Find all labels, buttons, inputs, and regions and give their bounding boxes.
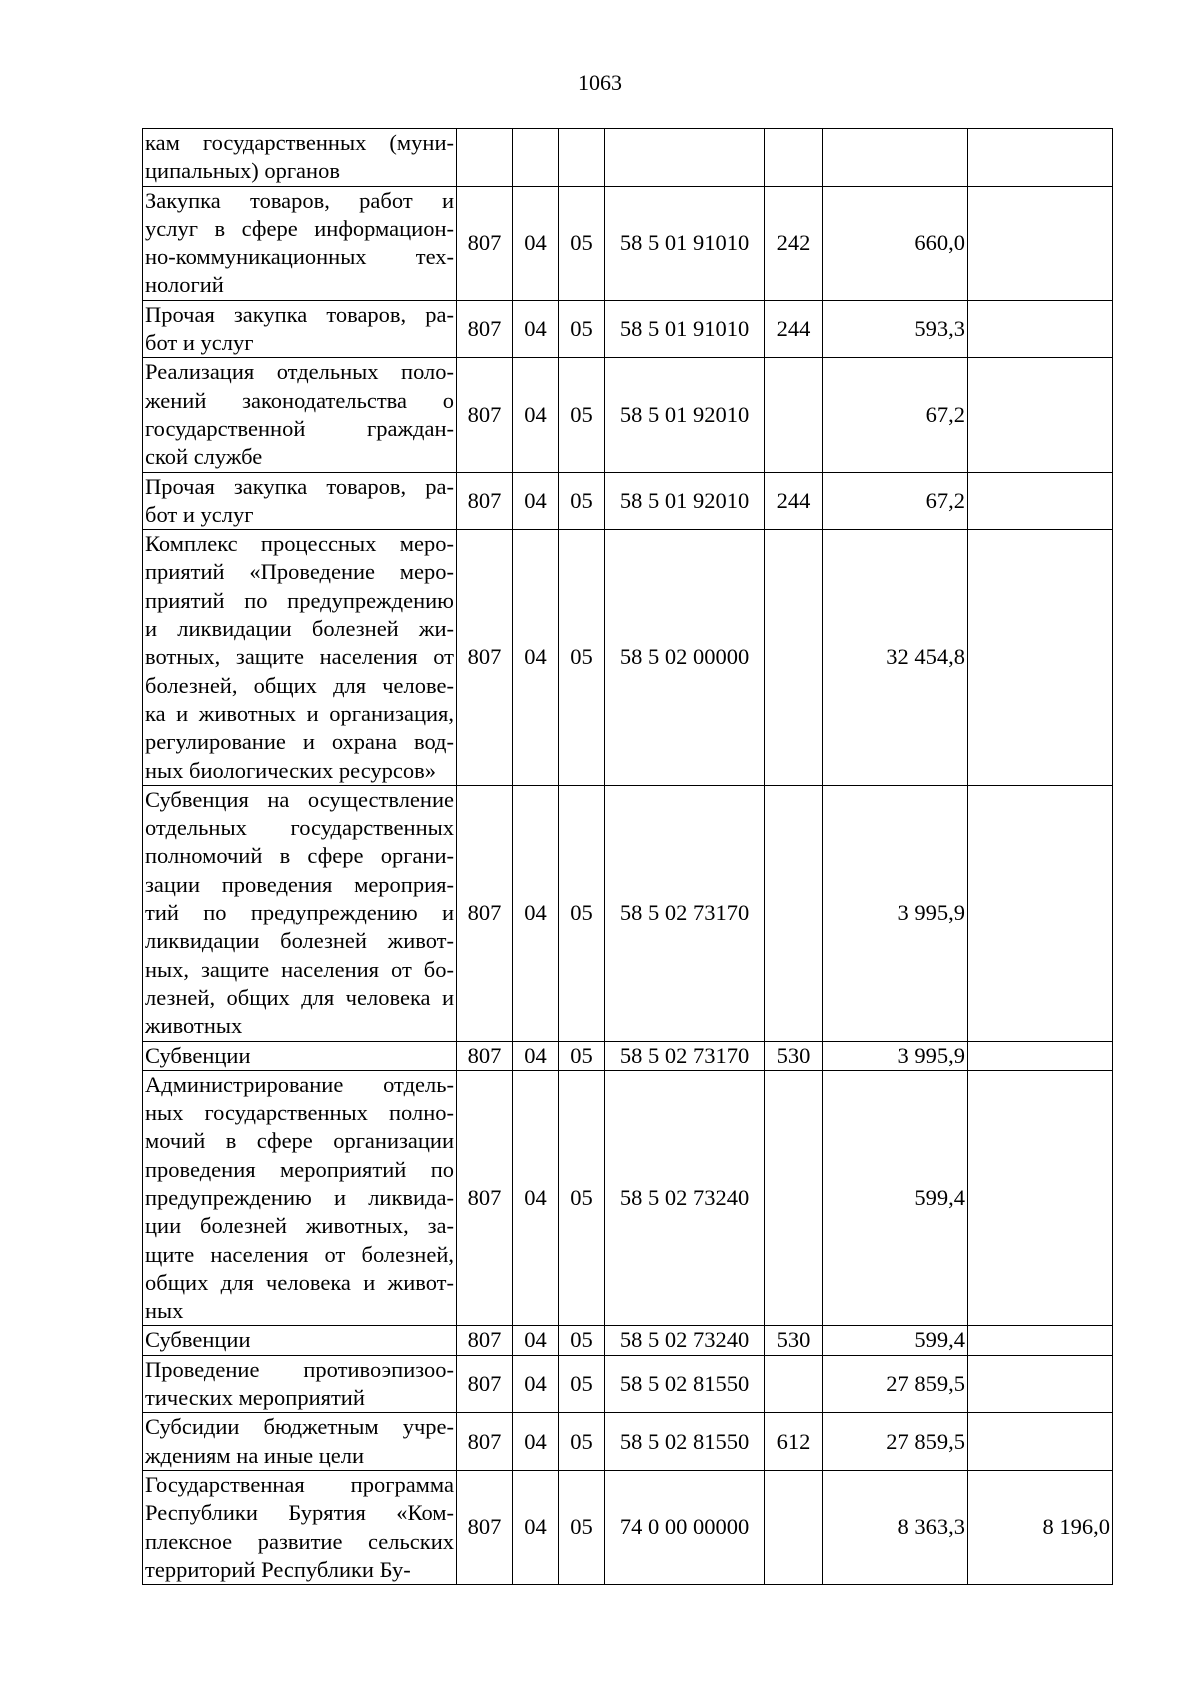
- amount-year2-cell: [968, 785, 1113, 1041]
- description-line: бот и услуг: [145, 501, 254, 527]
- description-line: болезней, общих для челове-: [145, 672, 454, 698]
- amount-year1-cell: 32 454,8: [823, 530, 968, 786]
- amount-year2-cell: 8 196,0: [968, 1470, 1113, 1584]
- expense-type-cell: 530: [765, 1041, 823, 1070]
- section-code-cell: 04: [513, 186, 559, 300]
- amount-year1-cell: 3 995,9: [823, 785, 968, 1041]
- gr-code-cell: 807: [457, 1355, 513, 1413]
- gr-code-cell: 807: [457, 300, 513, 358]
- description-line: Государственная программа: [145, 1471, 454, 1497]
- page-number: 1063: [578, 70, 622, 95]
- target-article-cell: [605, 129, 765, 187]
- gr-code-cell: 807: [457, 358, 513, 472]
- gr-code-cell: 807: [457, 186, 513, 300]
- subsection-code-cell: 05: [559, 1041, 605, 1070]
- subsection-code-cell: 05: [559, 530, 605, 786]
- description-line: предупреждению и ликвида-: [145, 1184, 454, 1210]
- expense-type-cell: [765, 1355, 823, 1413]
- amount-year1-cell: 3 995,9: [823, 1041, 968, 1070]
- amount-year1-cell: 27 859,5: [823, 1355, 968, 1413]
- table-row: [143, 186, 1113, 300]
- description-line: ка и животных и организация,: [145, 700, 454, 726]
- table-row: [143, 129, 1113, 187]
- amount-year2-cell: [968, 358, 1113, 472]
- description-line: и ликвидации болезней жи-: [145, 616, 454, 642]
- description-line: вотных, защите населения от: [145, 644, 454, 670]
- description-cell: [143, 785, 457, 1041]
- table-row: [143, 1070, 1113, 1326]
- subsection-code-cell: 05: [559, 472, 605, 530]
- description-line: ликвидации болезней живот-: [145, 928, 454, 954]
- section-code-cell: 04: [513, 1413, 559, 1471]
- table-row: [143, 785, 1113, 1041]
- target-article-cell: 58 5 02 81550: [605, 1355, 765, 1413]
- table-row: [143, 1326, 1113, 1355]
- description-line: мочий в сфере организации: [145, 1128, 454, 1154]
- description-line: проведения мероприятий по: [145, 1156, 454, 1182]
- target-article-cell: 58 5 02 81550: [605, 1413, 765, 1471]
- expense-type-cell: 612: [765, 1413, 823, 1471]
- section-code-cell: 04: [513, 530, 559, 786]
- description-line: Реализация отдельных поло-: [145, 359, 454, 385]
- subsection-code-cell: [559, 129, 605, 187]
- expense-type-cell: [765, 129, 823, 187]
- description-cell: [143, 300, 457, 358]
- subsection-code-cell: 05: [559, 186, 605, 300]
- target-article-cell: 58 5 01 91010: [605, 186, 765, 300]
- description-line: ных: [145, 1298, 184, 1324]
- subsection-code-cell: 05: [559, 785, 605, 1041]
- description-line: приятий по предупреждению: [145, 587, 454, 613]
- description-line: Прочая закупка товаров, ра-: [145, 301, 454, 327]
- description-cell: [143, 358, 457, 472]
- description-line: общих для человека и живот-: [145, 1269, 454, 1295]
- gr-code-cell: 807: [457, 785, 513, 1041]
- description-line: Субвенции: [145, 1327, 251, 1353]
- expense-type-cell: [765, 785, 823, 1041]
- section-code-cell: 04: [513, 358, 559, 472]
- description-line: жений законодательства о: [145, 387, 454, 413]
- amount-year1-cell: 599,4: [823, 1326, 968, 1355]
- amount-year1-cell: [823, 129, 968, 187]
- description-line: ждениям на иные цели: [145, 1442, 365, 1468]
- description-line: бот и услуг: [145, 330, 254, 356]
- target-article-cell: 58 5 01 92010: [605, 472, 765, 530]
- expense-type-cell: 244: [765, 300, 823, 358]
- description-line: Прочая закупка товаров, ра-: [145, 473, 454, 499]
- description-line: ципальных) органов: [145, 158, 340, 184]
- description-cell: [143, 186, 457, 300]
- description-line: Субвенции: [145, 1042, 251, 1068]
- description-line: Республики Бурятия «Ком-: [145, 1500, 454, 1526]
- expense-type-cell: 530: [765, 1326, 823, 1355]
- amount-year2-cell: [968, 1070, 1113, 1326]
- subsection-code-cell: 05: [559, 1355, 605, 1413]
- section-code-cell: 04: [513, 1041, 559, 1070]
- description-line: ных, защите населения от бо-: [145, 956, 454, 982]
- section-code-cell: 04: [513, 1355, 559, 1413]
- description-line: регулирование и охрана вод-: [145, 729, 454, 755]
- section-code-cell: [513, 129, 559, 187]
- gr-code-cell: 807: [457, 530, 513, 786]
- description-line: ской службе: [145, 444, 263, 470]
- amount-year2-cell: [968, 186, 1113, 300]
- description-line: Закупка товаров, работ и: [145, 187, 454, 213]
- description-cell: [143, 1355, 457, 1413]
- description-line: Администрирование отдель-: [145, 1071, 454, 1097]
- table-row: [143, 1470, 1113, 1584]
- description-line: отдельных государственных: [145, 815, 454, 841]
- section-code-cell: 04: [513, 300, 559, 358]
- description-line: тий по предупреждению и: [145, 900, 454, 926]
- table-row: [143, 358, 1113, 472]
- description-line: ных биологических ресурсов»: [145, 757, 437, 783]
- table-row: [143, 1355, 1113, 1413]
- description-cell: [143, 129, 457, 187]
- amount-year2-cell: [968, 1041, 1113, 1070]
- amount-year2-cell: [968, 1326, 1113, 1355]
- description-cell: [143, 1070, 457, 1326]
- amount-year1-cell: 8 363,3: [823, 1470, 968, 1584]
- description-line: щите населения от болезней,: [145, 1241, 454, 1267]
- amount-year1-cell: 27 859,5: [823, 1413, 968, 1471]
- expense-type-cell: [765, 358, 823, 472]
- gr-code-cell: 807: [457, 1041, 513, 1070]
- description-line: тических мероприятий: [145, 1385, 365, 1411]
- subsection-code-cell: 05: [559, 1326, 605, 1355]
- target-article-cell: 58 5 02 73170: [605, 785, 765, 1041]
- description-line: полномочий в сфере органи-: [145, 843, 454, 869]
- budget-table: [142, 128, 1113, 1585]
- subsection-code-cell: 05: [559, 1470, 605, 1584]
- amount-year1-cell: 67,2: [823, 358, 968, 472]
- target-article-cell: 58 5 02 73240: [605, 1326, 765, 1355]
- description-line: Субвенция на осуществление: [145, 786, 454, 812]
- description-line: кам государственных (муни-: [145, 130, 454, 155]
- description-line: услуг в сфере информацион-: [145, 215, 454, 241]
- description-cell: [143, 1326, 457, 1355]
- expense-type-cell: [765, 1470, 823, 1584]
- description-line: государственной граждан-: [145, 415, 454, 441]
- expense-type-cell: 244: [765, 472, 823, 530]
- description-line: зации проведения мероприя-: [145, 871, 454, 897]
- section-code-cell: 04: [513, 472, 559, 530]
- gr-code-cell: 807: [457, 472, 513, 530]
- amount-year2-cell: [968, 472, 1113, 530]
- description-line: Субсидии бюджетным учре-: [145, 1414, 454, 1440]
- subsection-code-cell: 05: [559, 358, 605, 472]
- description-cell: [143, 1470, 457, 1584]
- table-body: [143, 129, 1113, 1585]
- description-line: ных государственных полно-: [145, 1100, 454, 1126]
- amount-year2-cell: [968, 1355, 1113, 1413]
- gr-code-cell: [457, 129, 513, 187]
- table-row: [143, 472, 1113, 530]
- target-article-cell: 58 5 02 73170: [605, 1041, 765, 1070]
- description-line: территорий Республики Бу-: [145, 1556, 411, 1582]
- amount-year2-cell: [968, 300, 1113, 358]
- amount-year1-cell: 660,0: [823, 186, 968, 300]
- description-cell: [143, 530, 457, 786]
- description-line: нологий: [145, 272, 224, 298]
- description-line: животных: [145, 1013, 243, 1039]
- table-row: [143, 300, 1113, 358]
- section-code-cell: 04: [513, 1470, 559, 1584]
- gr-code-cell: 807: [457, 1470, 513, 1584]
- description-line: Комплекс процессных меро-: [145, 531, 454, 557]
- amount-year2-cell: [968, 129, 1113, 187]
- gr-code-cell: 807: [457, 1413, 513, 1471]
- target-article-cell: 74 0 00 00000: [605, 1470, 765, 1584]
- target-article-cell: 58 5 02 00000: [605, 530, 765, 786]
- amount-year2-cell: [968, 530, 1113, 786]
- description-line: лезней, общих для человека и: [145, 984, 454, 1010]
- amount-year1-cell: 593,3: [823, 300, 968, 358]
- description-line: но-коммуникационных тех-: [145, 244, 454, 270]
- subsection-code-cell: 05: [559, 300, 605, 358]
- description-line: приятий «Проведение меро-: [145, 559, 454, 585]
- amount-year1-cell: 599,4: [823, 1070, 968, 1326]
- target-article-cell: 58 5 02 73240: [605, 1070, 765, 1326]
- description-line: плексное развитие сельских: [145, 1528, 454, 1554]
- expense-type-cell: [765, 1070, 823, 1326]
- gr-code-cell: 807: [457, 1326, 513, 1355]
- description-line: ции болезней животных, за-: [145, 1213, 454, 1239]
- amount-year1-cell: 67,2: [823, 472, 968, 530]
- gr-code-cell: 807: [457, 1070, 513, 1326]
- description-cell: [143, 1413, 457, 1471]
- subsection-code-cell: 05: [559, 1070, 605, 1326]
- amount-year2-cell: [968, 1413, 1113, 1471]
- target-article-cell: 58 5 01 92010: [605, 358, 765, 472]
- table-row: [143, 530, 1113, 786]
- target-article-cell: 58 5 01 91010: [605, 300, 765, 358]
- expense-type-cell: 242: [765, 186, 823, 300]
- description-cell: [143, 472, 457, 530]
- description-cell: [143, 1041, 457, 1070]
- section-code-cell: 04: [513, 785, 559, 1041]
- expense-type-cell: [765, 530, 823, 786]
- table-row: [143, 1413, 1113, 1471]
- description-line: Проведение противоэпизоо-: [145, 1356, 454, 1382]
- section-code-cell: 04: [513, 1326, 559, 1355]
- table-row: [143, 1041, 1113, 1070]
- subsection-code-cell: 05: [559, 1413, 605, 1471]
- section-code-cell: 04: [513, 1070, 559, 1326]
